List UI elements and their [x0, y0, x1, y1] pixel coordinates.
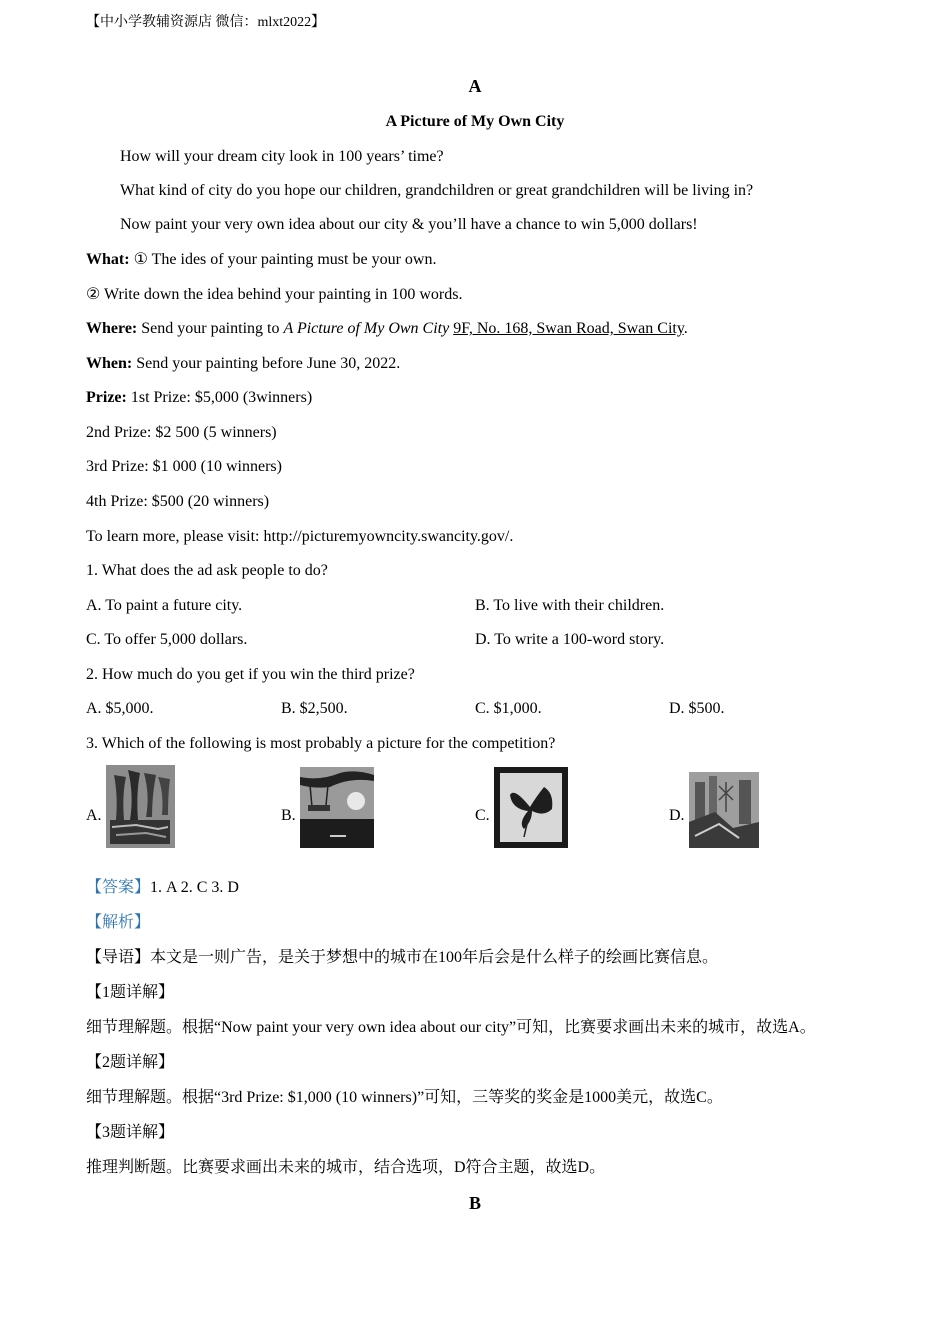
answer-label: 【答案】 [86, 879, 151, 896]
intro-line-1: How will your dream city look in 100 years’ time? [120, 148, 444, 165]
question-2: 2. How much do you get if you win the third prize? [86, 666, 415, 683]
detail-2-label: 【2题详解】 [86, 1054, 175, 1071]
where-text: Send your painting to [137, 320, 284, 337]
q2-option-a: A. $5,000. [86, 700, 154, 717]
detail-3-label: 【3题详解】 [86, 1124, 175, 1141]
analysis-label: 【解析】 [86, 914, 151, 931]
when-text: Send your painting before June 30, 2022. [132, 355, 401, 372]
q2-option-c: C. $1,000. [475, 700, 542, 717]
where-italic-title: A Picture of My Own City [283, 320, 450, 337]
q3-option-c-label: C. [475, 807, 490, 824]
where-end: . [683, 320, 688, 337]
q1-option-d: D. To write a 100-word story. [475, 631, 665, 648]
section-a-heading: A [468, 76, 482, 96]
answer-text: 1. A 2. C 3. D [150, 879, 239, 896]
question-1: 1. What does the ad ask people to do? [86, 562, 328, 579]
q1-option-b: B. To live with their children. [475, 597, 665, 614]
where-address: 9F, No. 168, Swan Road, Swan City [453, 320, 684, 337]
q2-option-b: B. $2,500. [281, 700, 348, 717]
prize-label: Prize: [86, 389, 127, 406]
q1-option-a: A. To paint a future city. [86, 597, 243, 614]
page-header: 【中小学教辅资源店 微信：mlxt2022】 [86, 15, 326, 30]
prize-third: 3rd Prize: $1 000 (10 winners) [86, 458, 282, 475]
prize-fourth: 4th Prize: $500 (20 winners) [86, 493, 270, 510]
q3-option-d-label: D. [669, 807, 685, 824]
detail-3-text: 推理判断题。比赛要求画出未来的城市，结合选项，D符合主题，故选D。 [86, 1159, 606, 1176]
article-title: A Picture of My Own City [385, 113, 565, 130]
what-line-1 [86, 250, 436, 270]
detail-2-text: 细节理解题。根据“3rd Prize: $1,000 (10 winners)”可知，三等奖的奖金是1000美元，故选C。 [86, 1089, 723, 1106]
q3-option-a-image [106, 765, 175, 848]
q3-option-b-image [300, 767, 374, 848]
q3-option-a-label: A. [86, 807, 102, 824]
what-line-2: ② Write down the idea behind your painting in 100 words. [86, 286, 463, 303]
section-b-heading: B [468, 1193, 481, 1213]
intro-line-2: What kind of city do you hope our children, grandchildren or great grandchildren will be living in? [120, 182, 754, 199]
prize-second: 2nd Prize: $2 500 (5 winners) [86, 424, 277, 441]
where-label: Where: [86, 320, 138, 337]
q2-option-d: D. $500. [669, 700, 725, 717]
when-label: When: [86, 355, 133, 372]
detail-1-text: 细节理解题。根据“Now paint your very own idea about our city”可知，比赛要求画出未来的城市，故选A。 [86, 1019, 816, 1036]
what-text-1: ① The ides of your painting must be your own. [129, 251, 437, 268]
q3-option-c-image [494, 767, 568, 848]
when-line [86, 354, 400, 374]
what-label: What: [86, 251, 130, 268]
q1-option-c: C. To offer 5,000 dollars. [86, 631, 248, 648]
intro-line-3: Now paint your very own idea about our city & you’ll have a chance to win 5,000 dollars! [120, 216, 698, 233]
prize-first: 1st Prize: $5,000 (3winners) [126, 389, 313, 406]
detail-1-label: 【1题详解】 [86, 984, 175, 1001]
question-3: 3. Which of the following is most probably a picture for the competition? [86, 735, 556, 752]
where-line [86, 319, 688, 339]
answer-line [86, 878, 239, 898]
q3-option-b-label: B. [281, 807, 296, 824]
prize-line-1 [86, 388, 312, 408]
q3-option-d-image [689, 772, 759, 848]
guide-text: 【导语】本文是一则广告，是关于梦想中的城市在100年后会是什么样子的绘画比赛信息。 [86, 949, 719, 966]
learn-more: To learn more, please visit: http://picturemyowncity.swancity.gov/. [86, 528, 514, 545]
